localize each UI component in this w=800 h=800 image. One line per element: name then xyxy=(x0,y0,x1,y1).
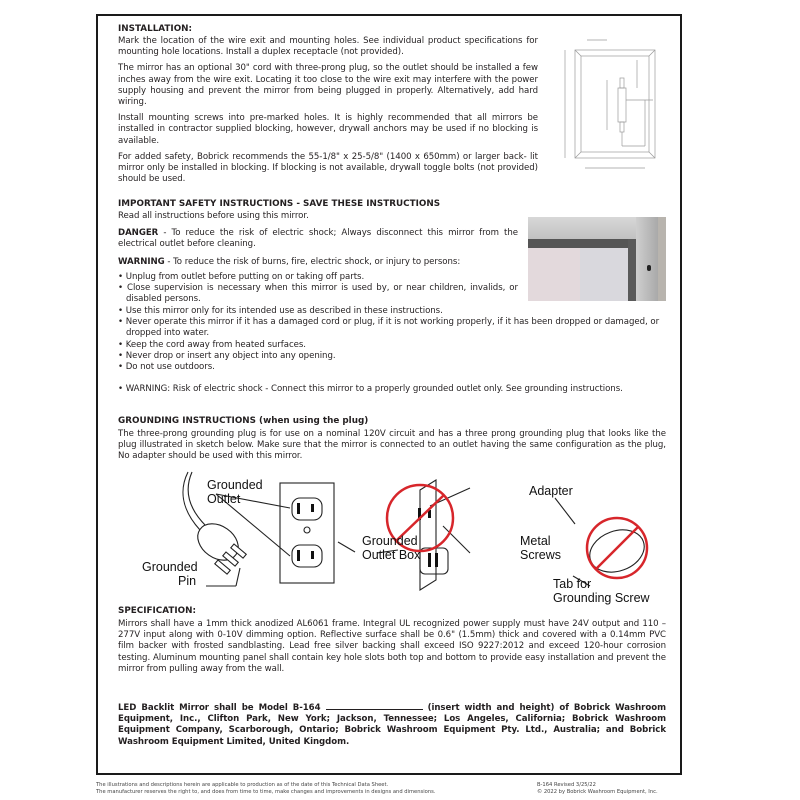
footer-line: The manufacturer reserves the right to, and does from time to time, make changes and improvements in designs and dimensions. xyxy=(96,789,436,795)
footer-disclaimer xyxy=(96,782,436,796)
safety-bullet: • Do not use outdoors. xyxy=(118,362,678,373)
mirror-corner-photo xyxy=(528,217,666,301)
specification-heading: SPECIFICATION: xyxy=(118,606,197,616)
label-adapter: Adapter xyxy=(529,484,573,498)
grounding-text: The three-prong grounding plug is for use on a nominal 120V circuit and has a three prong grounding plug that looks like the plug illustrated in sketch below. Make sure that the mirror is connected to an outlet having the same configuration as the plug, No adapter should be used with this mirror. xyxy=(118,429,666,462)
plug-cord xyxy=(183,472,200,530)
danger-text: - To reduce the risk of electric shock; Always disconnect this mirror from the electrical outlet before cleaning. xyxy=(118,228,518,250)
safety-bullet: • Use this mirror only for its intended use as described in these instructions. xyxy=(118,306,678,317)
label-grounded-outlet-box: Grounded Outlet Box xyxy=(362,534,421,562)
safety-bullet: • Never drop or insert any object into any opening. xyxy=(118,351,678,362)
grounding-warning-bullet: • WARNING: Risk of electric shock - Connect this mirror to a properly grounded outlet only. See grounding instructions. xyxy=(118,384,623,394)
safety-bullet: • Never operate this mirror if it has a damaged cord or plug, if it is not working properly, if it has been dropped or damaged, or dropped into water. xyxy=(118,317,678,339)
grounding-heading: GROUNDING INSTRUCTIONS (when using the plug) xyxy=(118,416,369,426)
warning-notice xyxy=(118,257,528,268)
keyhole-icon xyxy=(647,265,651,271)
revision-date: B-164 Revised 3/25/22 xyxy=(537,782,596,788)
copyright: © 2022 by Bobrick Washroom Equipment, Inc. xyxy=(537,789,658,795)
safety-bullet: • Close supervision is necessary when this mirror is used by, or near children, invalids, or disabled persons. xyxy=(118,283,518,305)
model-statement-prefix: LED Backlit Mirror shall be Model B-164 xyxy=(118,703,326,713)
label-grounded-outlet: Grounded Outlet xyxy=(207,478,263,506)
model-statement xyxy=(118,701,666,748)
danger-notice xyxy=(118,228,518,250)
safety-bullet: • Keep the cord away from heated surfaces. xyxy=(118,340,678,351)
warning-label: WARNING xyxy=(118,257,165,267)
outlet-receptacle-bottom xyxy=(292,545,322,567)
mirror-dimension-drawing xyxy=(545,30,675,190)
footer-revision xyxy=(537,782,658,796)
power-supply-housing xyxy=(618,88,626,122)
installation-heading: INSTALLATION: xyxy=(118,24,193,34)
label-tab-grounding-screw: Tab for Grounding Screw xyxy=(553,577,650,605)
danger-label: DANGER xyxy=(118,228,159,238)
safety-bullet: WARNING: Risk of electric shock - Connect this mirror to a properly grounded outlet only. See grounding instructions. xyxy=(125,384,623,394)
safety-bullet-list-b xyxy=(118,306,678,373)
installation-section xyxy=(118,36,538,185)
mirror-inner-frame xyxy=(581,56,649,152)
specification-text: Mirrors shall have a 1mm thick anodized AL6061 frame. Integral UL recognized power supply must have 24V output and 110 – 277V input along with 0-10V dimming option. Reflective surface shall be 0.6" (1.5mm) thick and covered with a 0.14mm PVC film backer with frosted sandblasting. Lead free silver backing shall exceed ISO 9227:2012 and exceed 120-hour corrosion testing. Aluminum mounting panel shall contain key hole slots both top and bottom to provide easy installation and prevent the mirror from pulling away from the wall. xyxy=(118,619,666,674)
safety-heading: IMPORTANT SAFETY INSTRUCTIONS - SAVE THESE INSTRUCTIONS xyxy=(118,199,441,209)
label-metal-screws: Metal Screws xyxy=(520,534,561,562)
warning-text: - To reduce the risk of burns, fire, electric shock, or injury to persons: xyxy=(164,257,461,267)
installation-paragraph: Install mounting screws into pre-marked holes. It is highly recommended that all mirrors be installed in contractor supplied blocking, however, drywall anchors may be used if no blocking is available. xyxy=(118,113,538,146)
safety-bullet: • Unplug from outlet before putting on or taking off parts. xyxy=(118,272,518,283)
model-statement-suffix: (insert width and height) of Bobrick Washroom Equipment, Inc., Clifton Park, New York; Jackson, Tennessee; Los Angeles, California; Bobrick Washroom Equipment Company, Scarborough, Ontario; Bobrick Washroom Equipment Pty. Ltd., Australia; and Bobrick Washroom Equipment Limited, United Kingdom. xyxy=(118,703,666,747)
installation-paragraph: The mirror has an optional 30" cord with three-prong plug, so the outlet should be installed a few inches away from the wire exit. Locating it too close to the wire exit may interfere with the power supply housing and prevent the mirror from being plugged in properly. Alternatively, add hard wiring. xyxy=(118,63,538,108)
footer-line: The illustrations and descriptions herein are applicable to production as of the date of this Technical Data Sheet. xyxy=(96,782,389,788)
size-blank xyxy=(326,701,423,710)
installation-paragraph: Mark the location of the wire exit and mounting holes. See individual product specifications for mounting hole locations. Install a duplex receptacle (not provided). xyxy=(118,36,538,58)
mirror-outer-frame xyxy=(575,50,655,158)
safety-intro: Read all instructions before using this mirror. xyxy=(118,211,309,221)
safety-bullet-list-a xyxy=(118,272,518,306)
outlet-receptacle-top xyxy=(292,498,322,520)
label-grounded-pin: Grounded Pin xyxy=(142,560,198,588)
installation-paragraph: For added safety, Bobrick recommends the 55-1/8" x 25-5/8" (1400 x 650mm) or larger back- lit mirror only be installed in blocking. If blocking is not available, drywall toggle bolts (not provided) should be used. xyxy=(118,151,538,185)
